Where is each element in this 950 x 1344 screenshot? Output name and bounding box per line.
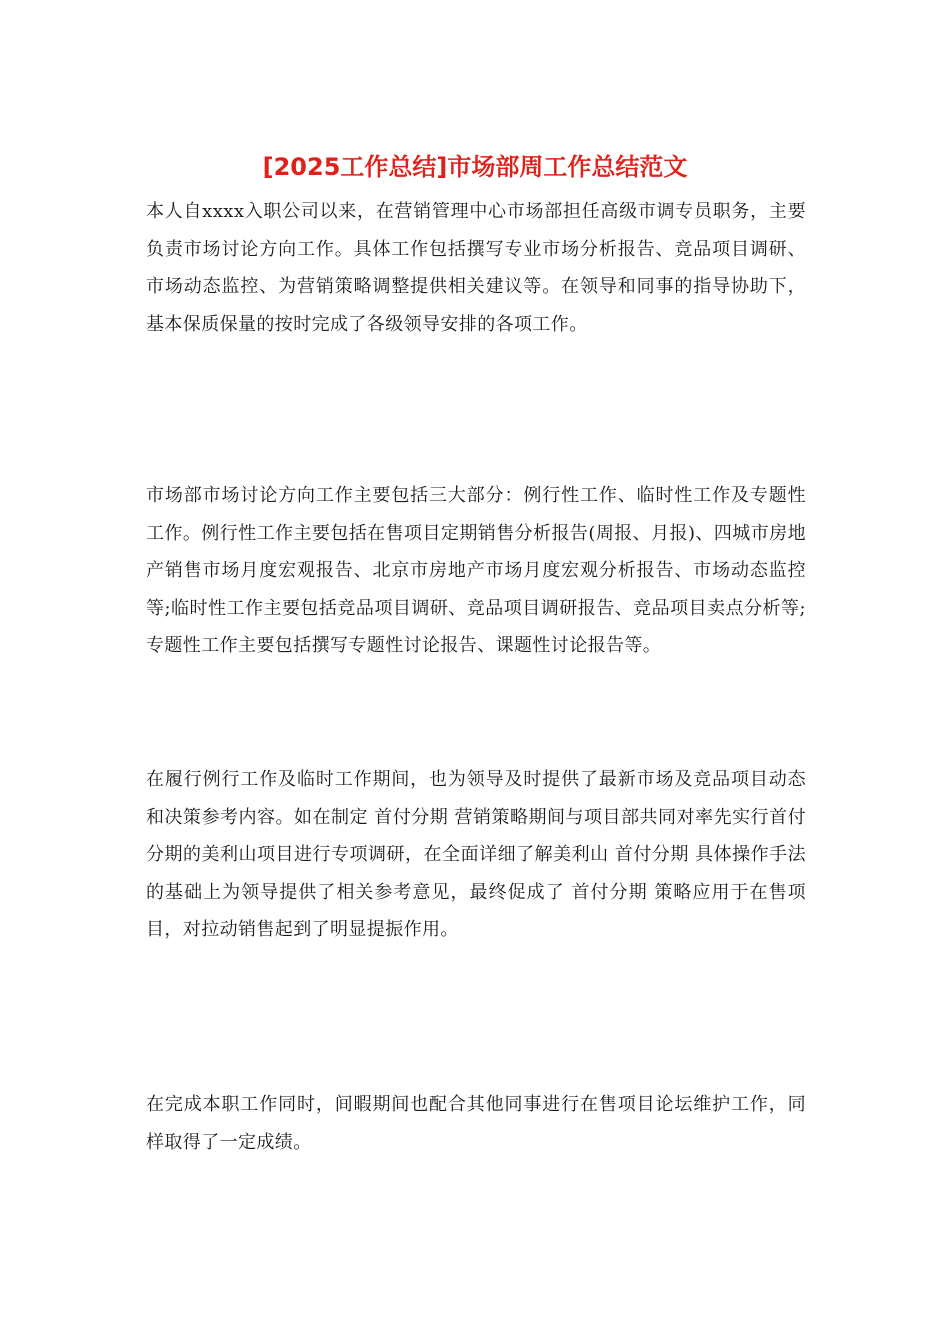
paragraph-other-work: 在完成本职工作同时，间暇期间也配合其他同事进行在售项目论坛维护工作，同样取得了一定成绩。 [146,1094,806,1153]
paragraph-intro: 本人自xxxx入职公司以来，在营销管理中心市场部担任高级市调专员职务，主要负责市场讨论方向工作。具体工作包括撰写专业市场分析报告、竞品项目调研、市场动态监控、为营销策略调整提供相关建议等。在领导和同事的指导协助下，基本保质保量的按时完成了各级领导安排的各项工作。 [146,201,806,335]
paragraph-achievements: 在履行例行工作及临时工作期间，也为领导及时提供了最新市场及竞品项目动态和决策参考内容。如在制定 首付分期 营销策略期间与项目部共同对率先实行首付分期的美利山项目进行专项调研，在全面详细了解美利山 首付分期 具体操作手法的基础上为领导提供了相关参考意见，最终促成了 首付分期 策略应用于在售项目，对拉动销售起到了明显提振作用。 [146,769,806,940]
paragraph-work-scope: 市场部市场讨论方向工作主要包括三大部分：例行性工作、临时性工作及专题性工作。例行性工作主要包括在售项目定期销售分析报告(周报、月报)、四城市房地产销售市场月度宏观报告、北京市房地产市场月度宏观分析报告、市场动态监控等;临时性工作主要包括竞品项目调研、竞品项目调研报告、竞品项目卖点分析等;专题性工作主要包括撰写专题性讨论报告、课题性讨论报告等。 [146,485,806,656]
document-title: [2025工作总结]市场部周工作总结范文 [262,153,688,181]
